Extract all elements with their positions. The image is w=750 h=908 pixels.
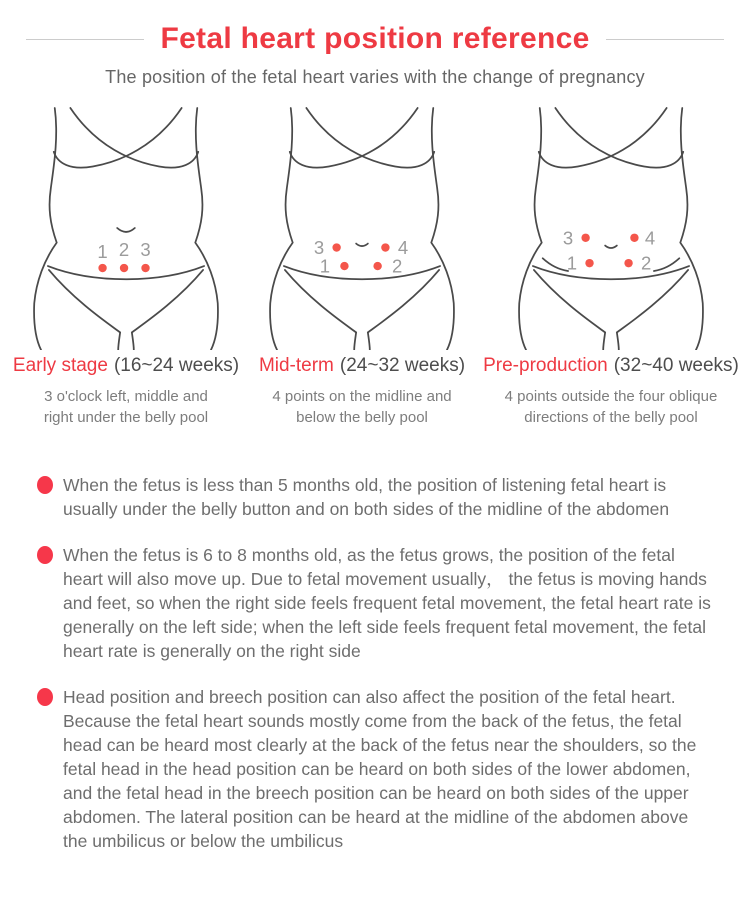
heart-points — [314, 237, 408, 277]
notes-section — [37, 473, 714, 853]
stage-weeks: (24~32 weeks) — [339, 355, 466, 376]
stage-name: Mid-term — [258, 355, 334, 376]
stage-label — [483, 355, 739, 377]
svg-text:3: 3 — [140, 238, 151, 260]
belly-button — [605, 246, 617, 248]
heart-points — [563, 227, 655, 273]
torso-figure-midterm — [252, 106, 472, 350]
stage-figures-row — [0, 106, 750, 428]
stage-description: 4 points on the midline and below the belly pool — [272, 388, 452, 426]
belly-button — [356, 244, 368, 246]
heart-points — [97, 239, 150, 272]
svg-text:4: 4 — [644, 227, 656, 249]
stage-column-midterm — [244, 106, 480, 428]
svg-text:4: 4 — [397, 237, 409, 259]
title-divider-right — [606, 39, 724, 40]
bullet-dot-icon — [37, 688, 53, 706]
stage-column-preproduction — [480, 106, 742, 428]
torso-figure-preproduction — [501, 106, 721, 350]
svg-text:3: 3 — [562, 227, 574, 249]
svg-text:3: 3 — [313, 237, 325, 259]
page-subtitle: The position of the fetal heart varies with the change of pregnancy — [105, 67, 645, 87]
stage-description: 3 o'clock left, middle and right under the belly pool — [43, 388, 209, 426]
page-title: Fetal heart position reference — [160, 22, 590, 55]
bullet-dot-icon — [37, 476, 53, 494]
note-text: Head position and breech position can also affect the position of the fetal heart. Because the fetal heart sounds mostly come from the back of the fetus, the fetal head can be heard most clearly at the back of the fetus near the shoulders, so the fetal head in the head position can be heard on both sides of the lower abdomen, and the fetal head in the breech position can be heard on both sides of the upper abdomen. The lateral position can be heard at the midline of the abdomen above the umbilicus or below the umbilicus — [63, 687, 697, 851]
belly-button — [117, 228, 135, 232]
note-item — [37, 685, 714, 853]
note-item — [37, 543, 714, 663]
note-text: When the fetus is less than 5 months old, the position of listening fetal heart is usually under the belly button and on both sides of the midline of the abdomen — [63, 475, 670, 519]
stage-label — [13, 355, 239, 377]
svg-text:2: 2 — [640, 252, 652, 274]
stage-column-early — [8, 106, 244, 428]
belly-crease-right — [654, 258, 679, 271]
svg-text:2: 2 — [391, 255, 403, 277]
stage-name: Early stage — [12, 355, 108, 376]
stage-label — [259, 355, 465, 377]
stage-weeks: (32~40 weeks) — [613, 355, 739, 376]
svg-text:2: 2 — [118, 238, 130, 260]
svg-text:1: 1 — [566, 252, 578, 274]
belly-crease-left — [543, 258, 568, 271]
stage-description: 4 points outside the four oblique directions of the belly pool — [504, 388, 718, 426]
svg-text:1: 1 — [97, 240, 108, 262]
note-text: When the fetus is 6 to 8 months old, as the fetus grows, the position of the fetal heart will also move up. Due to fetal movement usually， the fetus is moving hands and feet, so when the right side feels frequent fetal movement, the fetal heart rate is generally on the left side; when the left side feels frequent fetal movement, the fetal heart rate is generally on the right side — [63, 545, 711, 661]
stage-name: Pre-production — [483, 355, 608, 376]
header — [0, 22, 750, 56]
svg-text:1: 1 — [319, 255, 331, 277]
title-divider-left — [26, 39, 144, 40]
note-item — [37, 473, 714, 521]
bullet-dot-icon — [37, 546, 53, 564]
torso-figure-early — [16, 106, 236, 350]
stage-weeks: (16~24 weeks) — [113, 355, 240, 376]
